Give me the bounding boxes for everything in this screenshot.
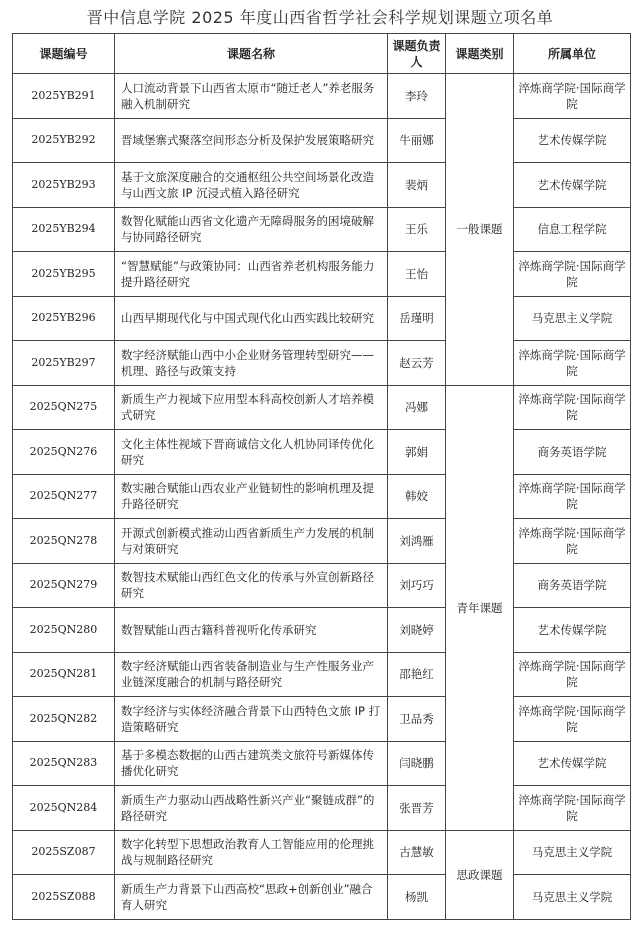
project-name: 数字经济赋能山西省装备制造业与生产性服务业产业链深度融合的机制与路径研究 bbox=[115, 652, 388, 697]
project-category: 一般课题 bbox=[446, 74, 514, 386]
project-name: 新质生产力驱动山西战略性新兴产业“聚链成群”的路径研究 bbox=[115, 786, 388, 831]
project-code: 2025YB294 bbox=[13, 207, 115, 252]
project-name: 山西早期现代化与中国式现代化山西实践比较研究 bbox=[115, 296, 388, 341]
affiliated-unit: 淬炼商学院·国际商学院 bbox=[514, 697, 631, 742]
header-category: 课题类别 bbox=[446, 34, 514, 74]
project-name: 数字化转型下思想政治教育人工智能应用的伦理挑战与规制路径研究 bbox=[115, 830, 388, 875]
project-code: 2025QN281 bbox=[13, 652, 115, 697]
project-code: 2025QN282 bbox=[13, 697, 115, 742]
project-name: 数实融合赋能山西农业产业链韧性的影响机理及提升路径研究 bbox=[115, 474, 388, 519]
affiliated-unit: 淬炼商学院·国际商学院 bbox=[514, 519, 631, 564]
project-leader: 刘晓婷 bbox=[388, 608, 446, 653]
table-row bbox=[13, 563, 631, 608]
project-leader: 古慧敏 bbox=[388, 830, 446, 875]
affiliated-unit: 信息工程学院 bbox=[514, 207, 631, 252]
project-name: 新质生产力视域下应用型本科高校创新人才培养模式研究 bbox=[115, 385, 388, 430]
project-leader: 冯娜 bbox=[388, 385, 446, 430]
affiliated-unit: 淬炼商学院·国际商学院 bbox=[514, 341, 631, 386]
table-row bbox=[13, 163, 631, 208]
affiliated-unit: 商务英语学院 bbox=[514, 563, 631, 608]
project-code: 2025YB293 bbox=[13, 163, 115, 208]
project-code: 2025YB295 bbox=[13, 252, 115, 297]
project-leader: 杨凯 bbox=[388, 875, 446, 920]
project-code: 2025QN277 bbox=[13, 474, 115, 519]
project-leader: 刘鸿雁 bbox=[388, 519, 446, 564]
affiliated-unit: 商务英语学院 bbox=[514, 430, 631, 475]
table-header-row bbox=[13, 34, 631, 74]
project-name: 数智技术赋能山西红色文化的传承与外宣创新路径研究 bbox=[115, 563, 388, 608]
affiliated-unit: 淬炼商学院·国际商学院 bbox=[514, 786, 631, 831]
project-code: 2025YB291 bbox=[13, 74, 115, 119]
project-code: 2025YB297 bbox=[13, 341, 115, 386]
project-leader: 刘巧巧 bbox=[388, 563, 446, 608]
project-code: 2025QN283 bbox=[13, 741, 115, 786]
table-row bbox=[13, 519, 631, 564]
header-name: 课题名称 bbox=[115, 34, 388, 74]
affiliated-unit: 艺术传媒学院 bbox=[514, 163, 631, 208]
affiliated-unit: 艺术传媒学院 bbox=[514, 118, 631, 163]
table-row bbox=[13, 786, 631, 831]
project-code: 2025QN280 bbox=[13, 608, 115, 653]
table-row bbox=[13, 252, 631, 297]
project-leader: 郭娟 bbox=[388, 430, 446, 475]
project-leader: 李玲 bbox=[388, 74, 446, 119]
affiliated-unit: 淬炼商学院·国际商学院 bbox=[514, 385, 631, 430]
project-leader: 韩姣 bbox=[388, 474, 446, 519]
affiliated-unit: 马克思主义学院 bbox=[514, 830, 631, 875]
table-row bbox=[13, 74, 631, 119]
header-code: 课题编号 bbox=[13, 34, 115, 74]
table-row bbox=[13, 296, 631, 341]
project-leader: 闫晓鹏 bbox=[388, 741, 446, 786]
project-name: 人口流动背景下山西省太原市“随迁老人”养老服务融入机制研究 bbox=[115, 74, 388, 119]
header-person: 课题负责人 bbox=[388, 34, 446, 74]
table-row bbox=[13, 697, 631, 742]
table-row bbox=[13, 207, 631, 252]
project-code: 2025YB296 bbox=[13, 296, 115, 341]
project-code: 2025QN278 bbox=[13, 519, 115, 564]
project-name: 数智化赋能山西省文化遗产无障碍服务的困境破解与协同路径研究 bbox=[115, 207, 388, 252]
project-name: 数字经济赋能山西中小企业财务管理转型研究——机理、路径与政策支持 bbox=[115, 341, 388, 386]
project-code: 2025QN279 bbox=[13, 563, 115, 608]
table-row bbox=[13, 341, 631, 386]
table-row bbox=[13, 430, 631, 475]
project-leader: 牛丽娜 bbox=[388, 118, 446, 163]
project-name: “智慧赋能”与政策协同：山西省养老机构服务能力提升路径研究 bbox=[115, 252, 388, 297]
project-category: 青年课题 bbox=[446, 385, 514, 830]
table-row bbox=[13, 385, 631, 430]
project-code: 2025SZ087 bbox=[13, 830, 115, 875]
project-code: 2025QN276 bbox=[13, 430, 115, 475]
table-row bbox=[13, 118, 631, 163]
table-row bbox=[13, 875, 631, 920]
project-leader: 卫品秀 bbox=[388, 697, 446, 742]
project-leader: 邵艳红 bbox=[388, 652, 446, 697]
affiliated-unit: 淬炼商学院·国际商学院 bbox=[514, 252, 631, 297]
affiliated-unit: 淬炼商学院·国际商学院 bbox=[514, 74, 631, 119]
affiliated-unit: 马克思主义学院 bbox=[514, 875, 631, 920]
project-leader: 赵云芳 bbox=[388, 341, 446, 386]
project-table bbox=[12, 33, 631, 920]
project-leader: 王怡 bbox=[388, 252, 446, 297]
project-name: 基于多模态数据的山西古建筑类文旅符号新媒体传播优化研究 bbox=[115, 741, 388, 786]
page-title: 晋中信息学院 2025 年度山西省哲学社会科学规划课题立项名单 bbox=[86, 8, 554, 27]
project-leader: 裴炳 bbox=[388, 163, 446, 208]
project-name: 数智赋能山西古籍科普视听化传承研究 bbox=[115, 608, 388, 653]
affiliated-unit: 艺术传媒学院 bbox=[514, 741, 631, 786]
project-code: 2025YB292 bbox=[13, 118, 115, 163]
project-leader: 岳瑾明 bbox=[388, 296, 446, 341]
project-code: 2025QN284 bbox=[13, 786, 115, 831]
project-code: 2025QN275 bbox=[13, 385, 115, 430]
table-row bbox=[13, 474, 631, 519]
table-row bbox=[13, 652, 631, 697]
project-code: 2025SZ088 bbox=[13, 875, 115, 920]
affiliated-unit: 艺术传媒学院 bbox=[514, 608, 631, 653]
project-name: 开源式创新模式推动山西省新质生产力发展的机制与对策研究 bbox=[115, 519, 388, 564]
project-name: 新质生产力背景下山西高校“思政+创新创业”融合育人研究 bbox=[115, 875, 388, 920]
project-name: 数字经济与实体经济融合背景下山西特色文旅 IP 打造策略研究 bbox=[115, 697, 388, 742]
table-row bbox=[13, 741, 631, 786]
header-unit: 所属单位 bbox=[514, 34, 631, 74]
affiliated-unit: 马克思主义学院 bbox=[514, 296, 631, 341]
project-leader: 张晋芳 bbox=[388, 786, 446, 831]
project-name: 文化主体性视域下晋商诚信文化人机协同译传优化研究 bbox=[115, 430, 388, 475]
project-category: 思政课题 bbox=[446, 830, 514, 919]
table-row bbox=[13, 830, 631, 875]
affiliated-unit: 淬炼商学院·国际商学院 bbox=[514, 652, 631, 697]
affiliated-unit: 淬炼商学院·国际商学院 bbox=[514, 474, 631, 519]
project-leader: 王乐 bbox=[388, 207, 446, 252]
project-name: 基于文旅深度融合的交通枢纽公共空间场景化改造与山西文旅 IP 沉浸式植入路径研究 bbox=[115, 163, 388, 208]
table-row bbox=[13, 608, 631, 653]
project-name: 晋域堡寨式聚落空间形态分析及保护发展策略研究 bbox=[115, 118, 388, 163]
